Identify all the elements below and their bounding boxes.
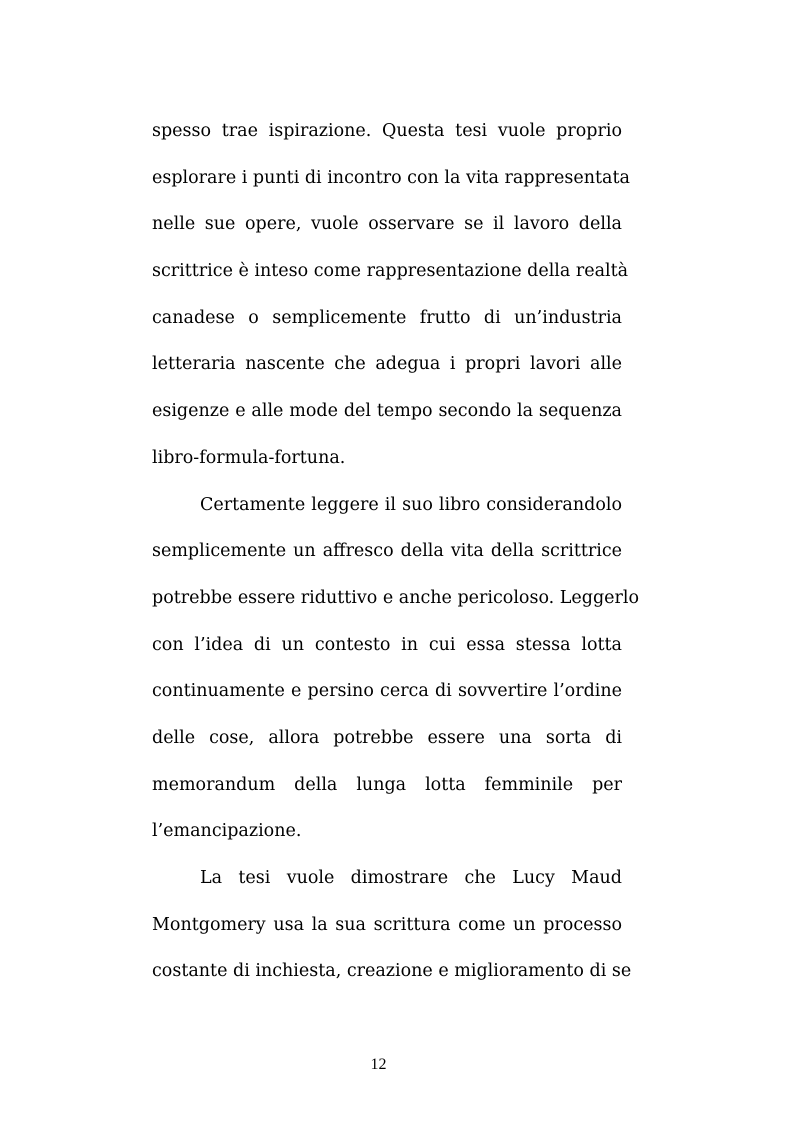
text-line: letteraria nascente che adegua i propri lavori alle xyxy=(152,354,622,375)
text-line: esplorare i punti di incontro con la vita rappresentata xyxy=(152,167,630,188)
text-line: Certamente leggere il suo libro considerandolo xyxy=(200,494,622,515)
text-line: con l’idea di un contesto in cui essa stessa lotta xyxy=(152,634,622,655)
text-line: l’emancipazione. xyxy=(152,821,302,842)
paragraph-2 xyxy=(152,482,640,856)
paragraph-1 xyxy=(152,108,630,482)
text-line: continuamente e persino cerca di sovvertire l’ordine xyxy=(152,681,622,702)
text-line: delle cose, allora potrebbe essere una sorta di xyxy=(152,727,622,748)
text-line: canadese o semplicemente frutto di un’industria xyxy=(152,307,622,328)
text-line: La tesi vuole dimostrare che Lucy Maud xyxy=(200,868,622,888)
paragraph-3 xyxy=(152,855,632,995)
text-line: Montgomery usa la sua scrittura come un processo xyxy=(152,914,622,935)
text-line: scrittrice è inteso come rappresentazione della realtà xyxy=(152,261,629,282)
text-line: semplicemente un affresco della vita della scrittrice xyxy=(152,541,622,562)
text-line: libro-formula-fortuna. xyxy=(152,447,346,468)
body-text xyxy=(152,108,640,995)
text-line: costante di inchiesta, creazione e miglioramento di se xyxy=(152,961,632,982)
text-line: memorandum della lunga lotta femminile per xyxy=(152,774,622,795)
text-line: nelle sue opere, vuole osservare se il lavoro della xyxy=(152,214,622,235)
text-line: potrebbe essere riduttivo e anche pericoloso. Leggerlo xyxy=(152,587,640,608)
text-line: esigenze e alle mode del tempo secondo la sequenza xyxy=(152,401,622,422)
text-line: spesso trae ispirazione. Questa tesi vuole proprio xyxy=(152,121,622,141)
page-number: 12 xyxy=(370,1056,387,1073)
